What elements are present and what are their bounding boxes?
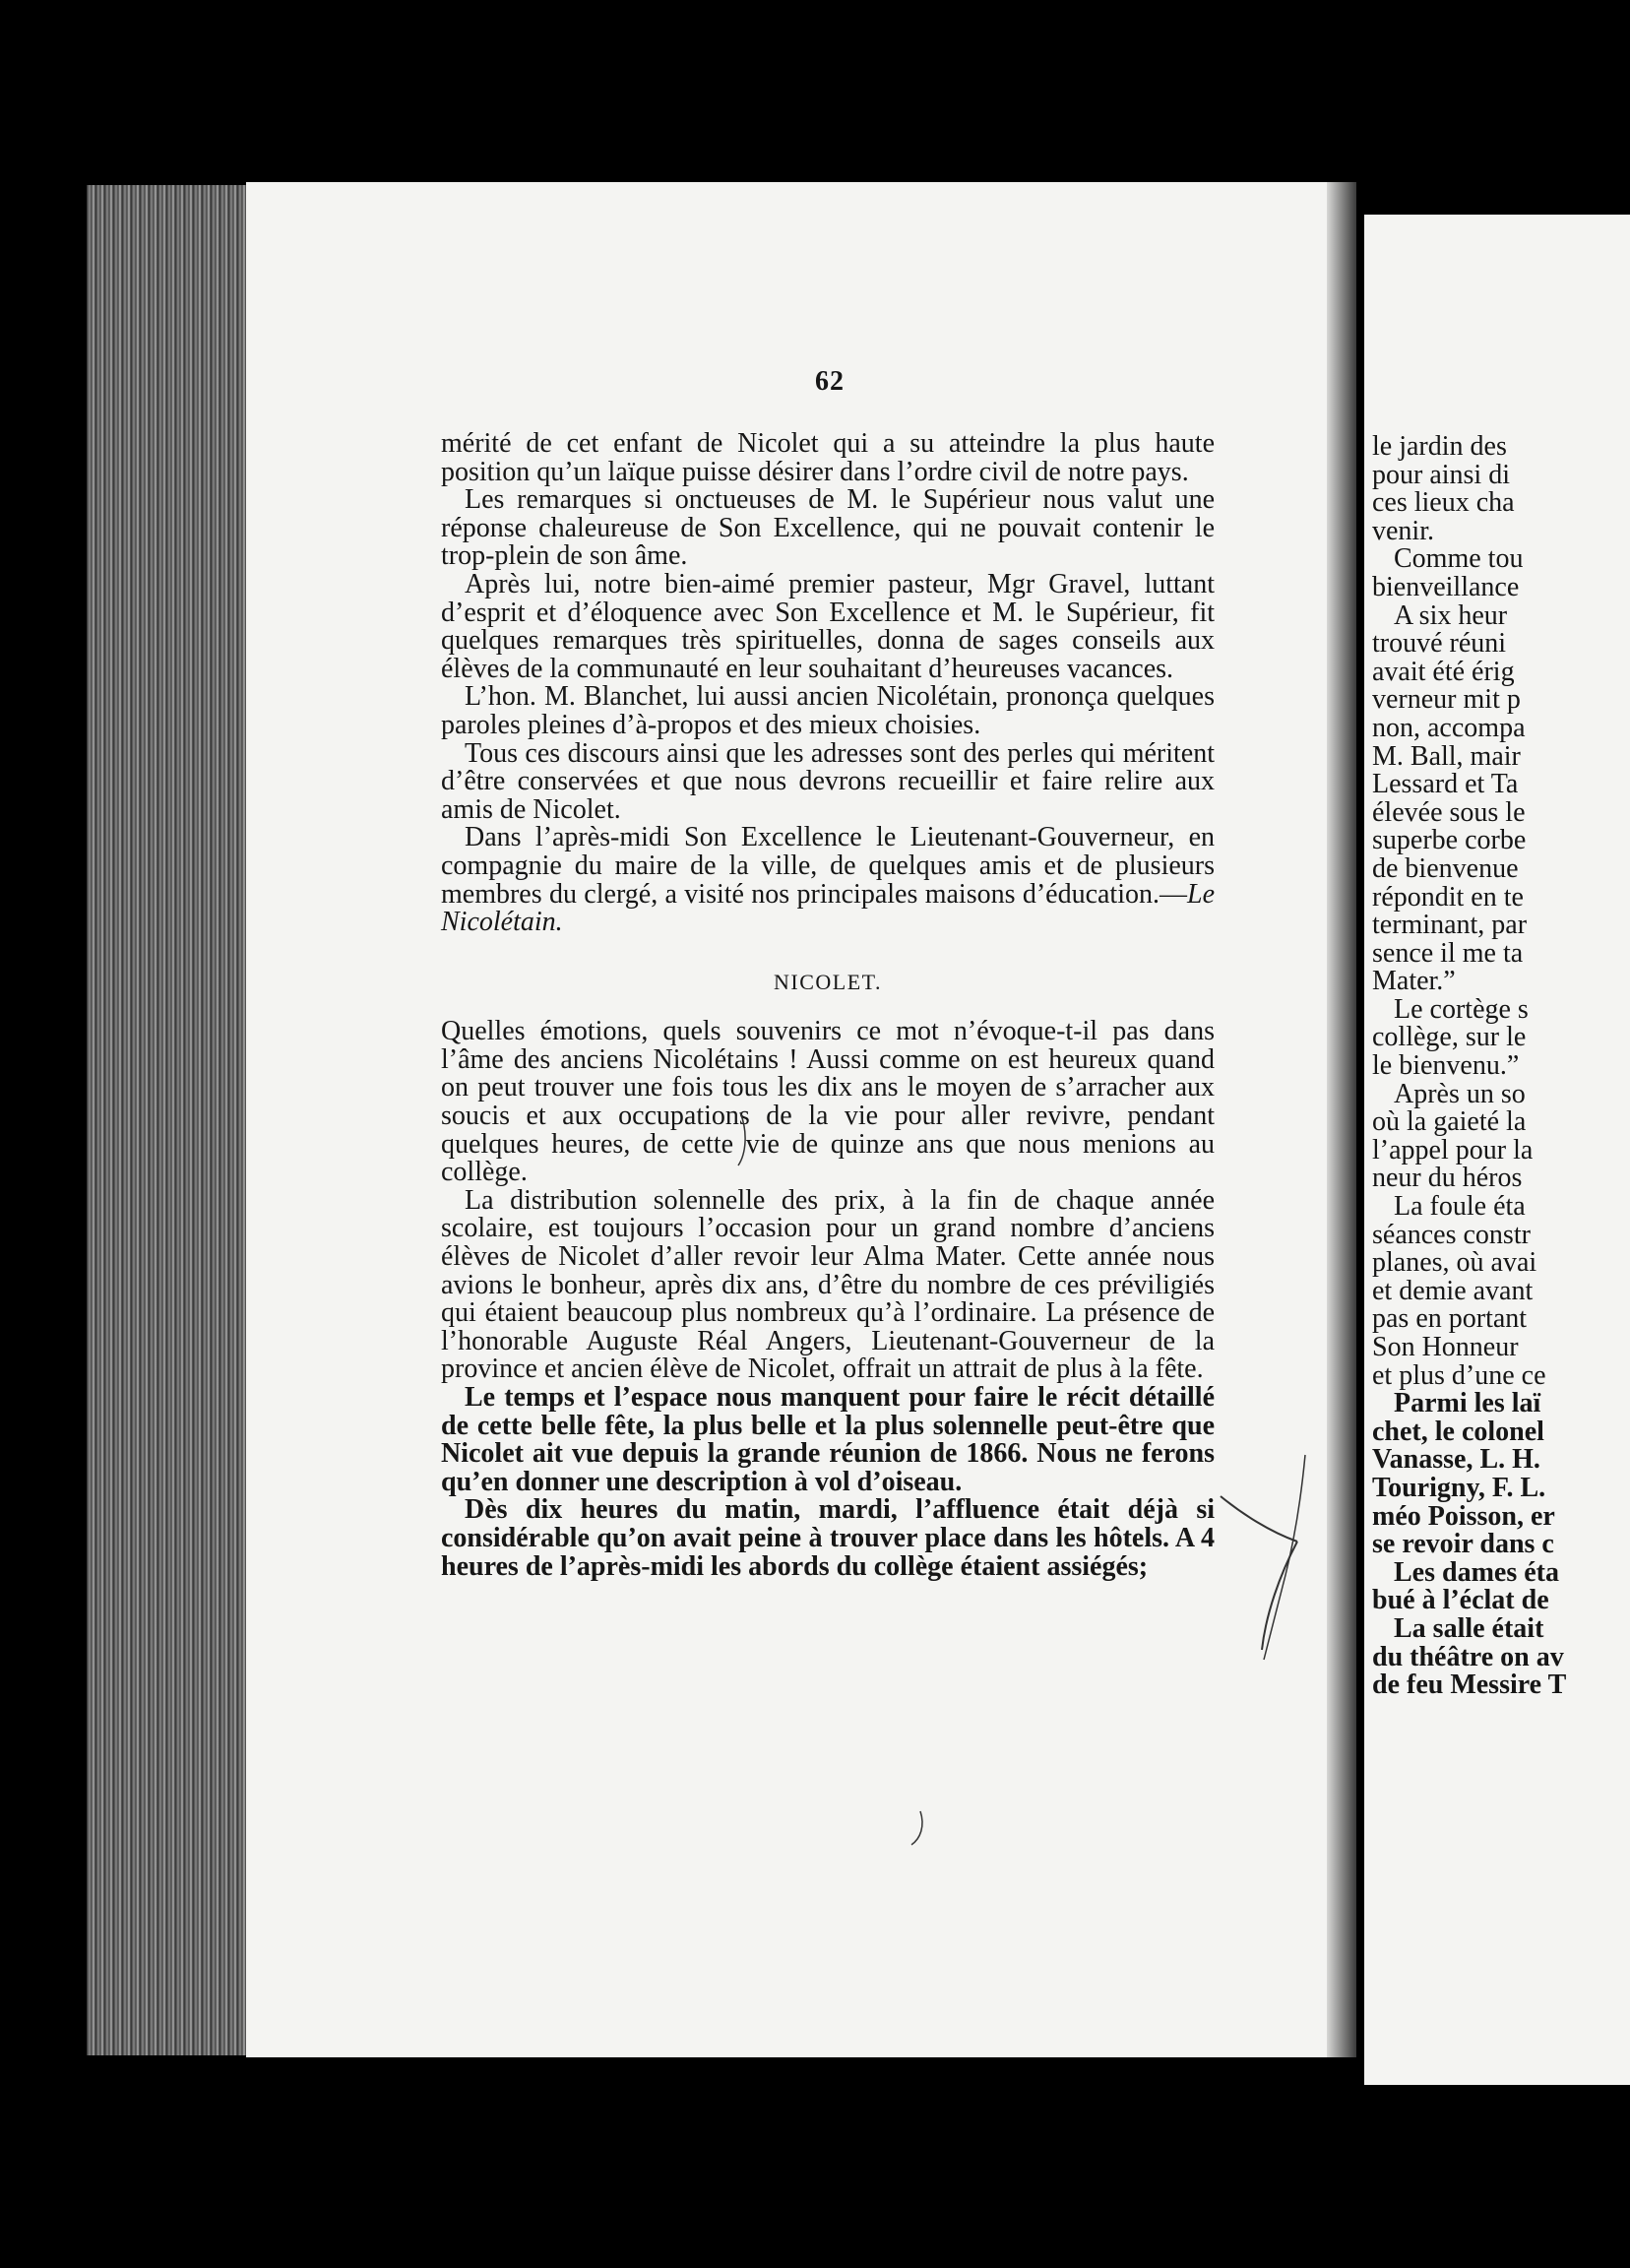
right-page-line: chet, le colonel xyxy=(1372,1416,1544,1447)
paragraph: Tous ces discours ainsi que les adresses sont des perles qui méritent d’être conservées et que nous devrons recueillir et faire relire aux amis de Nicolet. xyxy=(441,737,1215,825)
right-page-line: A six heur xyxy=(1394,599,1508,631)
right-page-line: Les dames éta xyxy=(1394,1556,1559,1588)
right-page-line: M. Ball, mair xyxy=(1372,740,1521,772)
right-page-line: Son Honneur xyxy=(1372,1332,1519,1362)
right-page-line: bué à l’éclat de xyxy=(1372,1585,1549,1616)
right-page-line: Le cortège s xyxy=(1394,993,1529,1025)
right-page-line: planes, où avai xyxy=(1372,1247,1537,1279)
right-page-line: sence il me ta xyxy=(1372,937,1524,969)
right-page-line: Après un so xyxy=(1394,1078,1526,1109)
right-page-line: Mater.” xyxy=(1372,966,1456,997)
paragraph: Après lui, notre bien-aimé premier pasteur, Mgr Gravel, luttant d’esprit et d’éloquence avec Son Excellence et M. le Supérieur, fit quelques remarques très spirituelles, donna de sages conseils aux élèves de la communauté en leur souhaitant d’heureuses vacances. xyxy=(441,568,1215,684)
right-page-line: et demie avant xyxy=(1372,1275,1534,1306)
paragraph-text: Dans l’après-midi Son Excellence le Lieutenant-Gouverneur, en compagnie du maire de la ville, de quelques amis et de plusieurs membres du clergé, a visité nos principales maisons d’éducation.— xyxy=(441,822,1215,910)
right-page-line: pas en portant xyxy=(1372,1303,1528,1335)
right-page-line: superbe corbe xyxy=(1372,825,1527,856)
right-page-line: et plus d’une ce xyxy=(1372,1359,1546,1391)
right-page-line: avait été érig xyxy=(1372,656,1515,687)
right-page-line: Comme tou xyxy=(1394,543,1524,575)
right-page-line: pour ainsi di xyxy=(1372,459,1510,490)
paragraph: mérité de cet enfant de Nicolet qui a su atteindre la plus haute position qu’un laïque puisse désirer dans l’ordre civil de notre pays. xyxy=(441,428,1215,487)
paragraph: Quelles émotions, quels souvenirs ce mot n’évoque-t-il pas dans l’âme des anciens Nicolétains ! Aussi comme on est heureux quand on peut trouver une fois tous les dix ans le moyen de s’arracher aux soucis et aux occupations de la vie pour aller revivre, pendant quelques heures, de cette vie de quinze ans que nous menions au collège. xyxy=(441,1016,1215,1188)
paragraph: L’hon. M. Blanchet, lui aussi ancien Nicolétain, prononça quelques paroles pleines d’à-propos et des mieux choisies. xyxy=(441,681,1215,740)
right-page-line: bienveillance xyxy=(1372,571,1520,602)
paragraph: La distribution solennelle des prix, à la fin de chaque année scolaire, est toujours l’occasion pour un grand nombre d’anciens élèves de Nicolet d’aller revoir leur Alma Mater. Cette année nous avions le bonheur, après dix ans, d’être du nombre de ces préviligiés qui étaient beaucoup plus nombreux qu’à l’ordinaire. La présence de l’honorable Auguste Réal Angers, Lieutenant-Gouverneur de la province et ancien élève de Nicolet, offrait un attrait de plus à la fête. xyxy=(441,1184,1215,1385)
right-page-line: collège, sur le xyxy=(1372,1022,1527,1053)
right-page-line: ces lieux cha xyxy=(1372,487,1515,519)
right-page-line: verneur mit p xyxy=(1372,684,1521,716)
book-gutter xyxy=(1327,182,1356,2057)
right-page-line: de feu Messire T xyxy=(1372,1670,1567,1701)
right-page-line: Lessard et Ta xyxy=(1372,769,1519,800)
source-citation: Le Nicolétain. xyxy=(441,878,1215,938)
section-heading: NICOLET. xyxy=(774,969,882,994)
right-page-line: terminant, par xyxy=(1372,910,1528,941)
right-page-line: Vanasse, L. H. xyxy=(1372,1444,1540,1476)
right-page-text xyxy=(1372,433,1630,1700)
bold-paragraph: Dès dix heures du matin, mardi, l’affluence était déjà si considérable qu’on avait peine à trouver place dans les hôtels. A 4 heures de l’après-midi les abords du collège étaient assiégés; xyxy=(441,1494,1215,1582)
right-page-line: Parmi les laï xyxy=(1394,1388,1541,1419)
right-page-line: La salle était xyxy=(1394,1612,1544,1644)
right-page-line: élevée sous le xyxy=(1372,796,1526,828)
book-page-edges xyxy=(87,185,254,2055)
page-number: 62 xyxy=(815,366,845,397)
right-page xyxy=(1364,215,1630,2085)
right-page-line: méo Poisson, er xyxy=(1372,1500,1555,1532)
right-page-line: venir. xyxy=(1372,515,1434,546)
right-page-line: trouvé réuni xyxy=(1372,628,1507,660)
right-page-line: de bienvenue xyxy=(1372,852,1519,884)
right-page-line: Tourigny, F. L. xyxy=(1372,1472,1546,1503)
bold-paragraph: Le temps et l’espace nous manquent pour faire le récit détaillé de cette belle fête, la plus belle et la plus solennelle peut-être que Nicolet ait vue depuis la grande réunion de 1866. Nous ne ferons qu’en donner une description à vol d’oiseau. xyxy=(441,1382,1215,1497)
right-page-line: l’appel pour la xyxy=(1372,1134,1534,1166)
right-page-line: neur du héros xyxy=(1372,1163,1523,1194)
right-page-line: le jardin des xyxy=(1372,431,1507,462)
left-page-text xyxy=(441,430,1215,1581)
right-page-line: séances constr xyxy=(1372,1219,1531,1250)
right-page-line: où la gaieté la xyxy=(1372,1106,1527,1138)
paragraph: Les remarques si onctueuses de M. le Supérieur nous valut une réponse chaleureuse de Son Excellence, qui ne pouvait contenir le trop-plein de son âme. xyxy=(441,484,1215,572)
right-page-line: La foule éta xyxy=(1394,1191,1526,1223)
right-page-line: se revoir dans c xyxy=(1372,1529,1554,1560)
paragraph xyxy=(441,824,1215,936)
right-page-line: le bienvenu.” xyxy=(1372,1050,1520,1082)
right-page-line: non, accompa xyxy=(1372,712,1526,743)
right-page-line: répondit en te xyxy=(1372,881,1524,913)
right-page-line: du théâtre on av xyxy=(1372,1641,1564,1672)
